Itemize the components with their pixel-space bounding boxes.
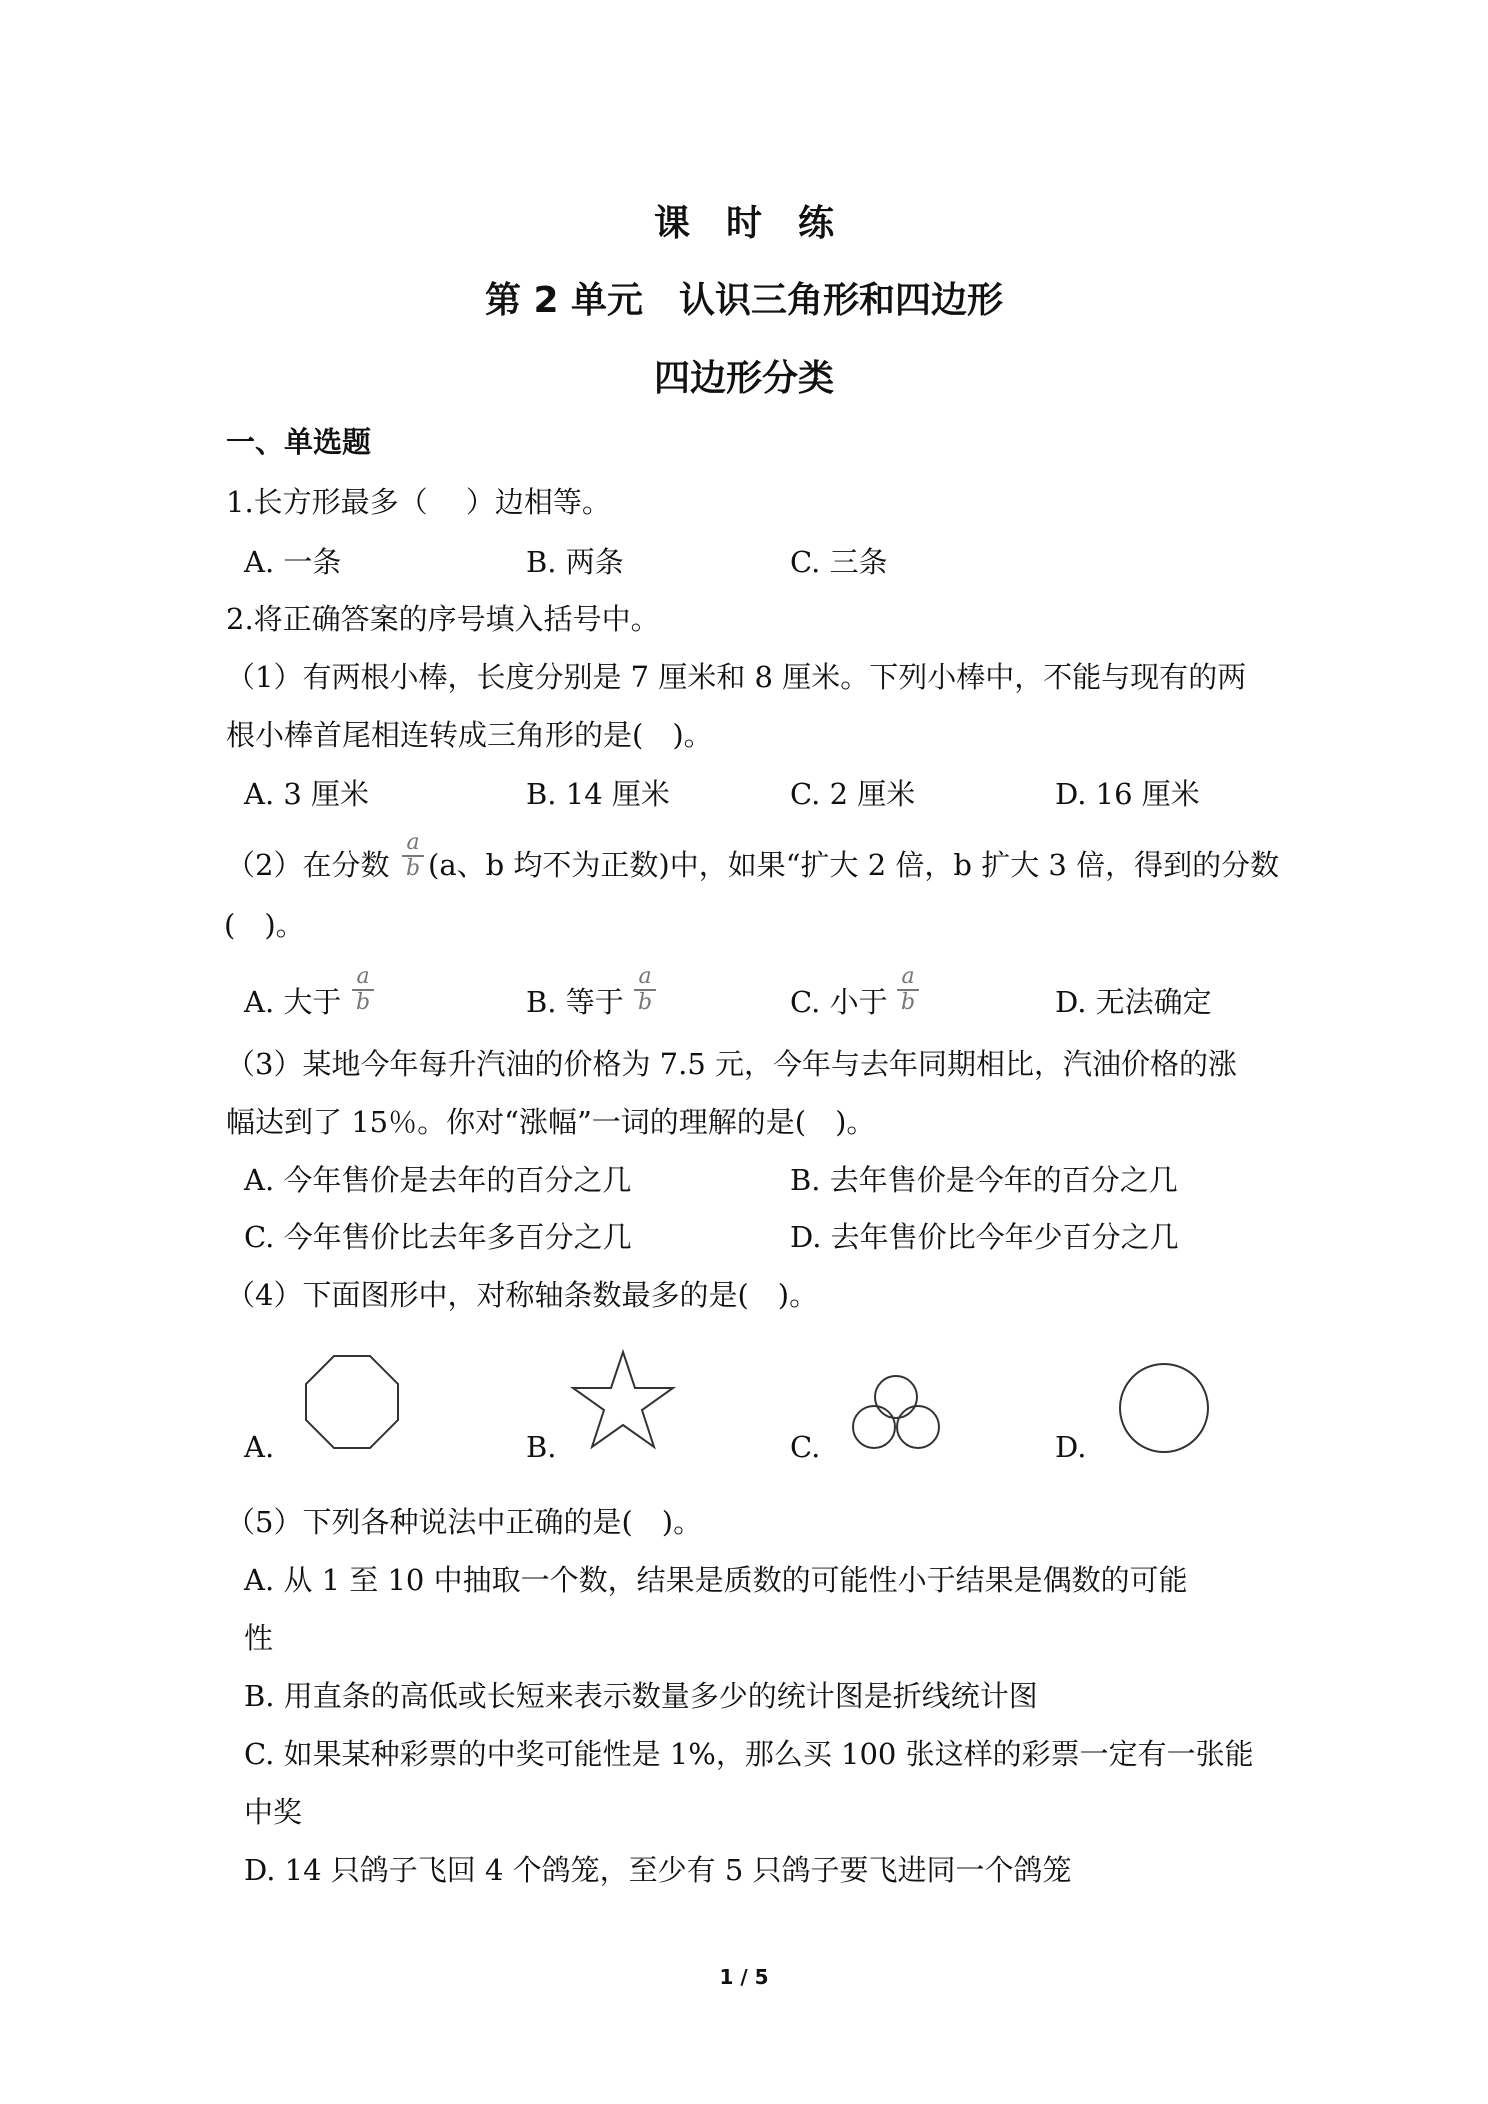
octagon-icon bbox=[304, 1354, 400, 1450]
q2-p5-option-a-line2: 性 bbox=[244, 1621, 274, 1655]
q2-p3-option-d: D. 去年售价比今年少百分之几 bbox=[790, 1220, 1179, 1254]
q2-p3-option-b: B. 去年售价是今年的百分之几 bbox=[790, 1163, 1178, 1197]
fraction-numerator: a bbox=[901, 964, 915, 989]
lesson-title: 四边形分类 bbox=[653, 358, 834, 399]
fraction-numerator: a bbox=[406, 830, 420, 855]
q2-p3-line1: （3）某地今年每升汽油的价格为 7.5 元，今年与去年同期相比，汽油价格的涨 bbox=[226, 1047, 1238, 1081]
q2-p2-option-b: B. 等于 bbox=[526, 985, 624, 1019]
q2-p4-option-c: C. bbox=[790, 1430, 821, 1464]
q2-p1-option-d: D. 16 厘米 bbox=[1055, 777, 1200, 811]
page-number: 1 / 5 bbox=[719, 1965, 769, 1989]
fraction-numerator: a bbox=[356, 964, 370, 989]
q2-p2-option-c: C. 小于 bbox=[790, 985, 888, 1019]
q2-p1-option-a: A. 3 厘米 bbox=[244, 777, 370, 811]
fraction-denominator: b bbox=[900, 990, 916, 1015]
fraction-a-over-b bbox=[634, 966, 656, 1014]
q2-p1-line1: （1）有两根小棒，长度分别是 7 厘米和 8 厘米。下列小棒中，不能与现有的两 bbox=[226, 660, 1247, 694]
q2-p1-option-b: B. 14 厘米 bbox=[526, 777, 670, 811]
q2-p5-option-a-line1: A. 从 1 至 10 中抽取一个数，结果是质数的可能性小于结果是偶数的可能 bbox=[244, 1563, 1188, 1597]
three-circles-icon bbox=[850, 1375, 942, 1450]
q2-p1-line2: 根小棒首尾相连转成三角形的是( )。 bbox=[226, 718, 713, 752]
q2-p3-option-c: C. 今年售价比去年多百分之几 bbox=[244, 1220, 632, 1254]
q2-p3-line2: 幅达到了 15％。你对“涨幅”一词的理解的是( )。 bbox=[226, 1105, 876, 1139]
circle-icon bbox=[1118, 1362, 1210, 1454]
q2-p3-option-a: A. 今年售价是去年的百分之几 bbox=[244, 1163, 632, 1197]
fraction-denominator: b bbox=[355, 990, 371, 1015]
q2-p2-line1-pre: （2）在分数 bbox=[226, 848, 390, 882]
fraction-a-over-b bbox=[402, 832, 424, 880]
fraction-numerator: a bbox=[638, 964, 652, 989]
fraction-denominator: b bbox=[637, 990, 653, 1015]
fraction-a-over-b bbox=[897, 966, 919, 1014]
q2-p4-line1: （4）下面图形中，对称轴条数最多的是( )。 bbox=[226, 1278, 819, 1312]
fraction-denominator: b bbox=[405, 856, 421, 881]
q2-p5-option-c-line2: 中奖 bbox=[244, 1795, 303, 1829]
q1-option-b: B. 两条 bbox=[526, 545, 624, 579]
q2-stem: 2.将正确答案的序号填入括号中。 bbox=[226, 602, 660, 636]
q2-p5-option-b: B. 用直条的高低或长短来表示数量多少的统计图是折线统计图 bbox=[244, 1679, 1038, 1713]
unit-title: 第 2 单元 认识三角形和四边形 bbox=[484, 280, 1004, 321]
section-heading: 一、单选题 bbox=[226, 425, 372, 459]
q2-p2-line2: ( )。 bbox=[224, 908, 305, 942]
q1-option-c: C. 三条 bbox=[790, 545, 888, 579]
q2-p2-line1-post: (a、b 均不为正数)中，如果“扩大 2 倍，b 扩大 3 倍，得到的分数 bbox=[428, 848, 1280, 882]
q2-p5-option-c-line1: C. 如果某种彩票的中奖可能性是 1%，那么买 100 张这样的彩票一定有一张能 bbox=[244, 1737, 1254, 1771]
q2-p4-option-d: D. bbox=[1055, 1430, 1087, 1464]
q2-p5-option-d: D. 14 只鸽子飞回 4 个鸽笼，至少有 5 只鸽子要飞进同一个鸽笼 bbox=[244, 1853, 1072, 1887]
q2-p2-option-a: A. 大于 bbox=[244, 985, 342, 1019]
q2-p4-option-a: A. bbox=[244, 1430, 275, 1464]
q1-stem: 1.长方形最多（ ）边相等。 bbox=[226, 485, 611, 519]
page-title: 课 时 练 bbox=[653, 203, 834, 244]
q2-p2-option-d: D. 无法确定 bbox=[1055, 985, 1212, 1019]
q2-p1-option-c: C. 2 厘米 bbox=[790, 777, 916, 811]
q2-p4-option-b: B. bbox=[526, 1430, 557, 1464]
q2-p5-line1: （5）下列各种说法中正确的是( )。 bbox=[226, 1505, 703, 1539]
fraction-a-over-b bbox=[352, 966, 374, 1014]
q1-option-a: A. 一条 bbox=[244, 545, 342, 579]
star-icon bbox=[570, 1350, 676, 1450]
